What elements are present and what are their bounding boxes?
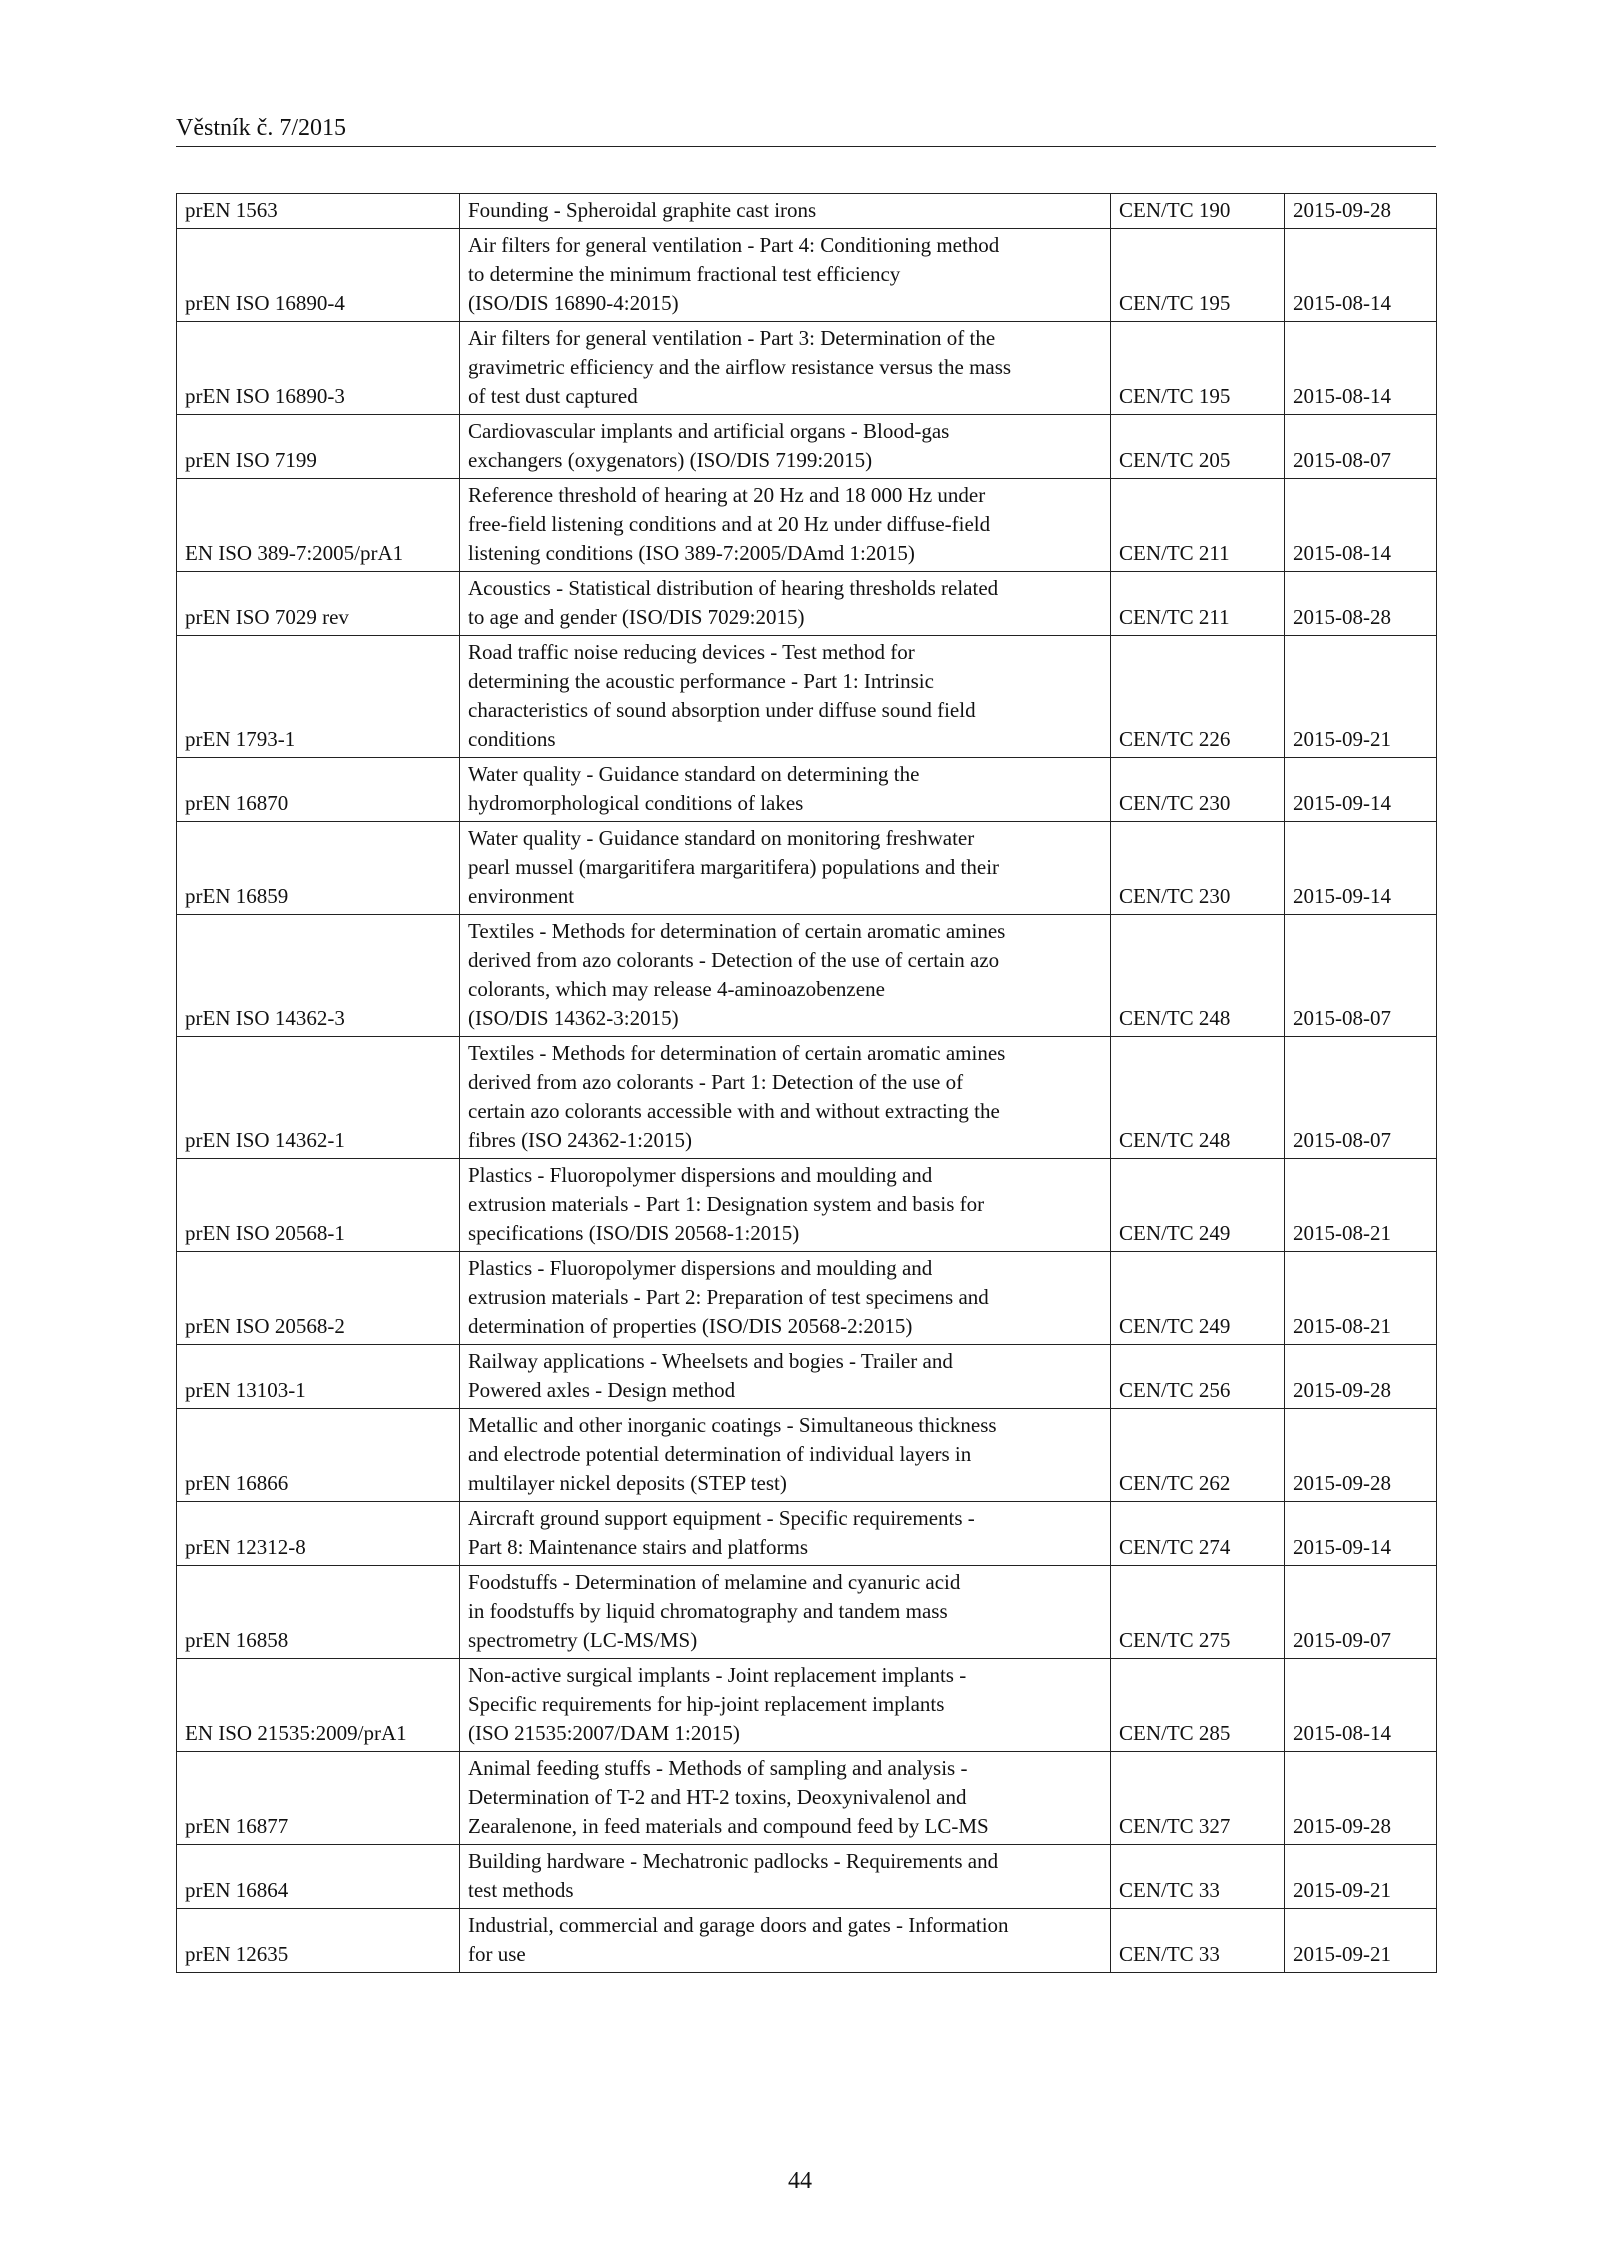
deadline-date-cell: 2015-09-14	[1285, 1502, 1437, 1566]
deadline-date-cell: 2015-09-28	[1285, 1752, 1437, 1845]
technical-committee-cell: CEN/TC 275	[1111, 1566, 1285, 1659]
technical-committee-cell: CEN/TC 248	[1111, 915, 1285, 1037]
deadline-date-cell: 2015-09-21	[1285, 1845, 1437, 1909]
standard-title-cell: Railway applications - Wheelsets and bogies - Trailer and Powered axles - Design method	[460, 1345, 1111, 1409]
table-row	[177, 1159, 1437, 1252]
technical-committee-cell: CEN/TC 230	[1111, 822, 1285, 915]
technical-committee-cell: CEN/TC 249	[1111, 1252, 1285, 1345]
standard-title-cell: Acoustics - Statistical distribution of hearing thresholds related to age and gender (ISO/DIS 7029:2015)	[460, 572, 1111, 636]
standard-title-cell: Industrial, commercial and garage doors and gates - Information for use	[460, 1909, 1111, 1973]
table-row	[177, 1752, 1437, 1845]
standard-title-cell: Foodstuffs - Determination of melamine and cyanuric acid in foodstuffs by liquid chromatography and tandem mass spectrometry (LC-MS/MS)	[460, 1566, 1111, 1659]
table-row	[177, 1037, 1437, 1159]
standard-title-cell: Reference threshold of hearing at 20 Hz and 18 000 Hz under free-field listening conditions and at 20 Hz under diffuse-field listening conditions (ISO 389-7:2005/DAmd 1:2015)	[460, 479, 1111, 572]
standard-code-cell: prEN 1793-1	[177, 636, 460, 758]
standard-title-cell: Plastics - Fluoropolymer dispersions and moulding and extrusion materials - Part 2: Preparation of test specimens and determination of properties (ISO/DIS 20568-2:2015)	[460, 1252, 1111, 1345]
standard-code-cell: prEN ISO 14362-3	[177, 915, 460, 1037]
table-row	[177, 1252, 1437, 1345]
technical-committee-cell: CEN/TC 230	[1111, 758, 1285, 822]
standard-title-cell: Cardiovascular implants and artificial organs - Blood-gas exchangers (oxygenators) (ISO/DIS 7199:2015)	[460, 415, 1111, 479]
standard-title-cell: Air filters for general ventilation - Part 4: Conditioning method to determine the minimum fractional test efficiency (ISO/DIS 16890-4:2015)	[460, 229, 1111, 322]
deadline-date-cell: 2015-09-21	[1285, 636, 1437, 758]
deadline-date-cell: 2015-08-14	[1285, 229, 1437, 322]
deadline-date-cell: 2015-08-07	[1285, 415, 1437, 479]
technical-committee-cell: CEN/TC 33	[1111, 1909, 1285, 1973]
table-row	[177, 1659, 1437, 1752]
table-row	[177, 822, 1437, 915]
page-header: Věstník č. 7/2015	[176, 115, 346, 141]
standard-code-cell: prEN 16858	[177, 1566, 460, 1659]
table-row	[177, 415, 1437, 479]
standard-code-cell: prEN 16877	[177, 1752, 460, 1845]
deadline-date-cell: 2015-08-07	[1285, 1037, 1437, 1159]
standard-code-cell: prEN 16870	[177, 758, 460, 822]
standard-code-cell: EN ISO 389-7:2005/prA1	[177, 479, 460, 572]
technical-committee-cell: CEN/TC 195	[1111, 322, 1285, 415]
table-row	[177, 1845, 1437, 1909]
standard-code-cell: EN ISO 21535:2009/prA1	[177, 1659, 460, 1752]
technical-committee-cell: CEN/TC 256	[1111, 1345, 1285, 1409]
standard-code-cell: prEN ISO 16890-3	[177, 322, 460, 415]
standard-title-cell: Animal feeding stuffs - Methods of sampling and analysis - Determination of T-2 and HT-2 toxins, Deoxynivalenol and Zearalenone, in feed materials and compound feed by LC-MS	[460, 1752, 1111, 1845]
standard-title-cell: Plastics - Fluoropolymer dispersions and moulding and extrusion materials - Part 1: Designation system and basis for specifications (ISO/DIS 20568-1:2015)	[460, 1159, 1111, 1252]
standard-code-cell: prEN 12635	[177, 1909, 460, 1973]
technical-committee-cell: CEN/TC 249	[1111, 1159, 1285, 1252]
standard-code-cell: prEN ISO 14362-1	[177, 1037, 460, 1159]
deadline-date-cell: 2015-08-21	[1285, 1252, 1437, 1345]
technical-committee-cell: CEN/TC 33	[1111, 1845, 1285, 1909]
technical-committee-cell: CEN/TC 190	[1111, 194, 1285, 229]
technical-committee-cell: CEN/TC 274	[1111, 1502, 1285, 1566]
standard-title-cell: Non-active surgical implants - Joint replacement implants - Specific requirements for hip-joint replacement implants (ISO 21535:2007/DAM 1:2015)	[460, 1659, 1111, 1752]
standard-code-cell: prEN 12312-8	[177, 1502, 460, 1566]
page-number: 44	[788, 2168, 812, 2194]
table-row	[177, 1345, 1437, 1409]
deadline-date-cell: 2015-08-28	[1285, 572, 1437, 636]
table-row	[177, 1566, 1437, 1659]
technical-committee-cell: CEN/TC 211	[1111, 479, 1285, 572]
standard-title-cell: Building hardware - Mechatronic padlocks - Requirements and test methods	[460, 1845, 1111, 1909]
standard-code-cell: prEN 13103-1	[177, 1345, 460, 1409]
standard-code-cell: prEN 1563	[177, 194, 460, 229]
standards-table-body	[177, 194, 1437, 1973]
standard-code-cell: prEN ISO 20568-1	[177, 1159, 460, 1252]
table-row	[177, 194, 1437, 229]
deadline-date-cell: 2015-09-28	[1285, 1345, 1437, 1409]
table-row	[177, 322, 1437, 415]
standard-title-cell: Air filters for general ventilation - Part 3: Determination of the gravimetric efficiency and the airflow resistance versus the mass of test dust captured	[460, 322, 1111, 415]
technical-committee-cell: CEN/TC 205	[1111, 415, 1285, 479]
table-row	[177, 572, 1437, 636]
table-row	[177, 1502, 1437, 1566]
deadline-date-cell: 2015-09-07	[1285, 1566, 1437, 1659]
standard-code-cell: prEN 16866	[177, 1409, 460, 1502]
table-row	[177, 636, 1437, 758]
table-row	[177, 915, 1437, 1037]
standard-title-cell: Water quality - Guidance standard on monitoring freshwater pearl mussel (margaritifera margaritifera) populations and their environment	[460, 822, 1111, 915]
deadline-date-cell: 2015-09-14	[1285, 758, 1437, 822]
technical-committee-cell: CEN/TC 211	[1111, 572, 1285, 636]
technical-committee-cell: CEN/TC 248	[1111, 1037, 1285, 1159]
standard-title-cell: Founding - Spheroidal graphite cast irons	[460, 194, 1111, 229]
standard-title-cell: Aircraft ground support equipment - Specific requirements - Part 8: Maintenance stairs and platforms	[460, 1502, 1111, 1566]
technical-committee-cell: CEN/TC 285	[1111, 1659, 1285, 1752]
standard-code-cell: prEN ISO 7199	[177, 415, 460, 479]
deadline-date-cell: 2015-08-14	[1285, 479, 1437, 572]
deadline-date-cell: 2015-08-07	[1285, 915, 1437, 1037]
standard-code-cell: prEN 16864	[177, 1845, 460, 1909]
header-divider	[176, 146, 1436, 147]
table-row	[177, 479, 1437, 572]
standard-title-cell: Textiles - Methods for determination of certain aromatic amines derived from azo colorants - Part 1: Detection of the use of certain azo colorants accessible with and without extracting the fibres (ISO 24362-1:2015)	[460, 1037, 1111, 1159]
standard-code-cell: prEN 16859	[177, 822, 460, 915]
deadline-date-cell: 2015-08-14	[1285, 322, 1437, 415]
standard-title-cell: Road traffic noise reducing devices - Test method for determining the acoustic performance - Part 1: Intrinsic characteristics of sound absorption under diffuse sound field conditions	[460, 636, 1111, 758]
technical-committee-cell: CEN/TC 262	[1111, 1409, 1285, 1502]
standard-code-cell: prEN ISO 20568-2	[177, 1252, 460, 1345]
table-row	[177, 758, 1437, 822]
table-row	[177, 229, 1437, 322]
deadline-date-cell: 2015-09-21	[1285, 1909, 1437, 1973]
standard-code-cell: prEN ISO 16890-4	[177, 229, 460, 322]
table-row	[177, 1909, 1437, 1973]
deadline-date-cell: 2015-08-14	[1285, 1659, 1437, 1752]
deadline-date-cell: 2015-08-21	[1285, 1159, 1437, 1252]
standard-title-cell: Water quality - Guidance standard on determining the hydromorphological conditions of lakes	[460, 758, 1111, 822]
standards-table	[176, 193, 1437, 1973]
standard-code-cell: prEN ISO 7029 rev	[177, 572, 460, 636]
deadline-date-cell: 2015-09-14	[1285, 822, 1437, 915]
standard-title-cell: Metallic and other inorganic coatings - Simultaneous thickness and electrode potential determination of individual layers in multilayer nickel deposits (STEP test)	[460, 1409, 1111, 1502]
deadline-date-cell: 2015-09-28	[1285, 1409, 1437, 1502]
table-row	[177, 1409, 1437, 1502]
standard-title-cell: Textiles - Methods for determination of certain aromatic amines derived from azo colorants - Detection of the use of certain azo colorants, which may release 4-aminoazobenzene (ISO/DIS 14362-3:2015)	[460, 915, 1111, 1037]
technical-committee-cell: CEN/TC 195	[1111, 229, 1285, 322]
deadline-date-cell: 2015-09-28	[1285, 194, 1437, 229]
technical-committee-cell: CEN/TC 226	[1111, 636, 1285, 758]
technical-committee-cell: CEN/TC 327	[1111, 1752, 1285, 1845]
